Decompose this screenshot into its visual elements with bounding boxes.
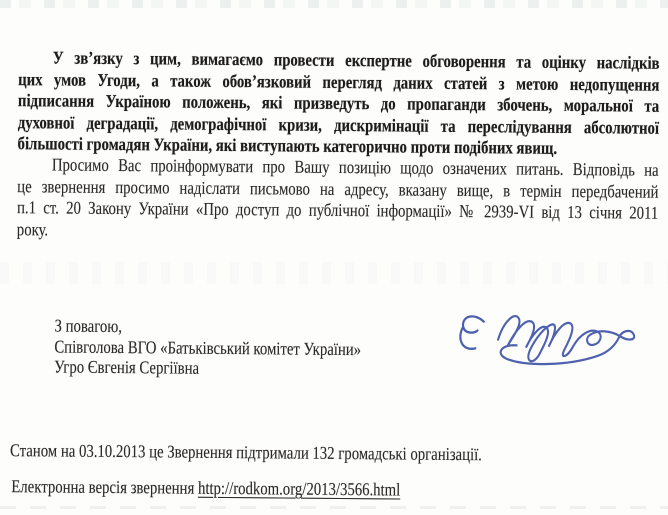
paragraph-line: це звернення просимо надіслати письмово на адресу, вказану вище, в термін передбачений — [17, 175, 659, 202]
request-paragraph — [17, 154, 659, 246]
status-line: Станом на 03.10.2013 це Звернення підтримали 132 громадські організації. — [9, 440, 483, 465]
electronic-version-prefix: Електронна версія звернення — [11, 476, 199, 498]
signature-stroke — [460, 316, 484, 349]
paragraph-line: цих умов Угоди, а також обов’язковий перегляд даних статей з метою недопущення — [18, 68, 660, 95]
attachment-url: http://rodkom.org/2013/3566.html — [197, 477, 401, 500]
handwritten-signature — [446, 288, 653, 368]
signer-name-line: Угро Євгенія Сергіївна — [54, 356, 200, 378]
paragraph-line: духовної деградації, демографічної кризи, дискримінації та переслідування абсолютної — [17, 111, 660, 138]
paragraph-line: У зв’язку з цим, вимагаємо провести експертне обговорення та оцінку наслідків — [52, 47, 660, 73]
paragraph-line: підписання Україною положень, які призведуть до пропаганди збочень, моральної та — [17, 90, 660, 116]
regards-line: З повагою, — [54, 315, 123, 337]
demand-paragraph — [18, 47, 660, 160]
paragraph-line: більшості громадян України, які виступають категорично проти подібних явищ. — [17, 133, 558, 158]
signature-stroke — [498, 316, 634, 365]
paragraph-line: п.1 ст. 20 Закону України «Про доступ до публічної інформації» № 2939-VI від 13 січня 2011 — [16, 197, 659, 223]
paragraph-line: Просимо Вас проінформувати про Вашу позицію щодо означених питань. Відповідь на — [51, 154, 659, 180]
closing-block — [54, 315, 361, 379]
paragraph-line: року. — [16, 218, 49, 239]
electronic-version-line — [11, 476, 400, 500]
signer-title-line: Співголова ВГО «Батьківський комітет України» — [54, 336, 362, 359]
